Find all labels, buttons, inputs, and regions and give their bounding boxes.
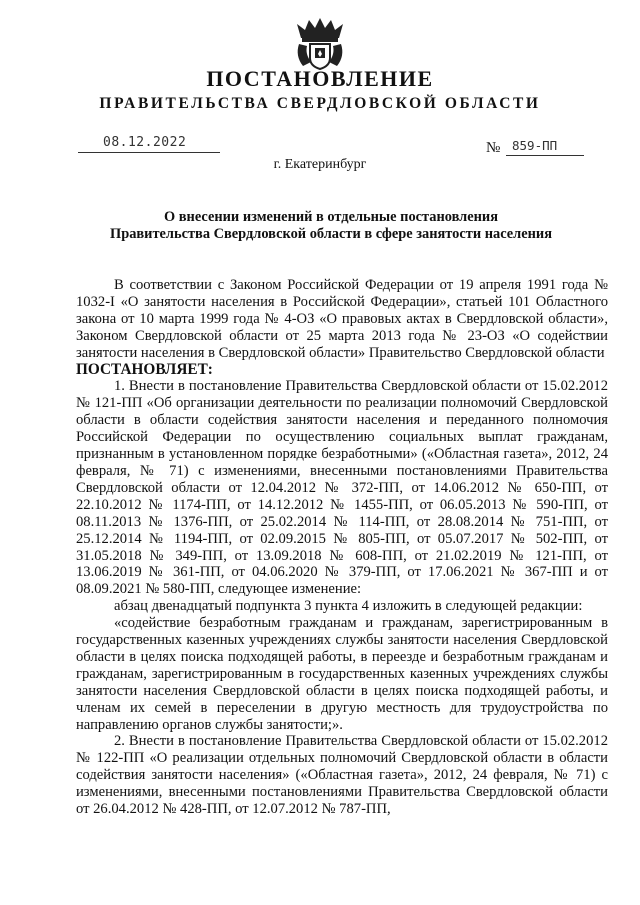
date-underline: [78, 152, 220, 153]
coat-of-arms-icon: [293, 14, 347, 70]
resolves-heading: ПОСТАНОВЛЯЕТ:: [76, 360, 213, 378]
subject-line-2: Правительства Свердловской области в сфере занятости населения: [110, 226, 552, 242]
issuer-subtitle: ПРАВИТЕЛЬСТВА СВЕРДЛОВСКОЙ ОБЛАСТИ: [99, 95, 541, 112]
document-date: 08.12.2022: [103, 135, 187, 150]
number-underline: [506, 155, 584, 156]
item-2-paragraph: 2. Внести в постановление Правительства Свердловской области от 15.02.2012 № 122-ПП «О реализации отдельных полномочий Свердловской области в области содействия занятости населения» («Областная газета», 2012, 24 февраля, № 71) с изменениями, внесенными постановлениями Правительства Свердловской области от 26.04.2012 № 428-ПП, от 12.07.2012 № 787-ПП,: [76, 733, 608, 818]
preamble-paragraph: В соответствии с Законом Российской Федерации от 19 апреля 1991 года № 1032-I «О занятости населения в Российской Федерации», статьей 101 Областного закона от 10 марта 1999 года № 4-ОЗ «О правовых актах в Свердловской области», Законом Свердловской области от 25 марта 2013 года № 23-ОЗ «О содействии занятости населения в Свердловской области» Правительство Свердловской области: [76, 277, 608, 361]
item-1-subparagraph: абзац двенадцатый подпункта 3 пункта 4 изложить в следующей редакции:: [114, 598, 583, 615]
issue-city: г. Екатеринбург: [273, 157, 367, 172]
item-1-quote-paragraph: «содействие безработным гражданам и гражданам, зарегистрированным в государственных казенных учреждениях службы занятости населения Свердловской области в целях поиска подходящей работы, в переезде и безработным гражданам и гражданам, зарегистрированным в государственных казенных учреждениях службы занятости населения Свердловской области в целях поиска подходящей работы, и членам их семей в переселении в другую местность для трудоустройства по направлению органов службы занятости;».: [76, 615, 608, 733]
document-body: [76, 277, 608, 818]
number-sign: №: [486, 140, 501, 156]
document-number: 859-ПП: [512, 138, 558, 153]
subject-line-1: О внесении изменений в отдельные постановления: [163, 209, 499, 225]
document-type-title: ПОСТАНОВЛЕНИЕ: [206, 66, 434, 91]
document-subject-title: [70, 209, 592, 243]
item-1-paragraph: 1. Внести в постановление Правительства Свердловской области от 15.02.2012 № 121-ПП «Об организации деятельности по реализации полномочий Свердловской области в области содействия занятости населения и переданного полномочия Российской Федерации по осуществлению социальных выплат гражданам, признанным в установленном порядке безработными» («Областная газета», 2012, 24 февраля, № 71) с изменениями, внесенными постановлениями Правительства Свердловской области от 12.04.2012 № 372-ПП, от 14.06.2012 № 650-ПП, от 22.10.2012 № 1174-ПП, от 14.12.2012 № 1455-ПП, от 06.05.2013 № 590-ПП, от 08.11.2013 № 1376-ПП, от 25.02.2014 № 114-ПП, от 28.08.2014 № 751-ПП, от 25.12.2014 № 1194-ПП, от 02.09.2015 № 805-ПП, от 05.07.2017 № 502-ПП, от 31.05.2018 № 349-ПП, от 13.09.2018 № 608-ПП, от 21.02.2019 № 121-ПП, от 13.06.2019 № 361-ПП, от 04.06.2020 № 379-ПП, от 17.06.2021 № 367-ПП и от 08.09.2021 № 580-ПП, следующее изменение:: [76, 378, 608, 598]
